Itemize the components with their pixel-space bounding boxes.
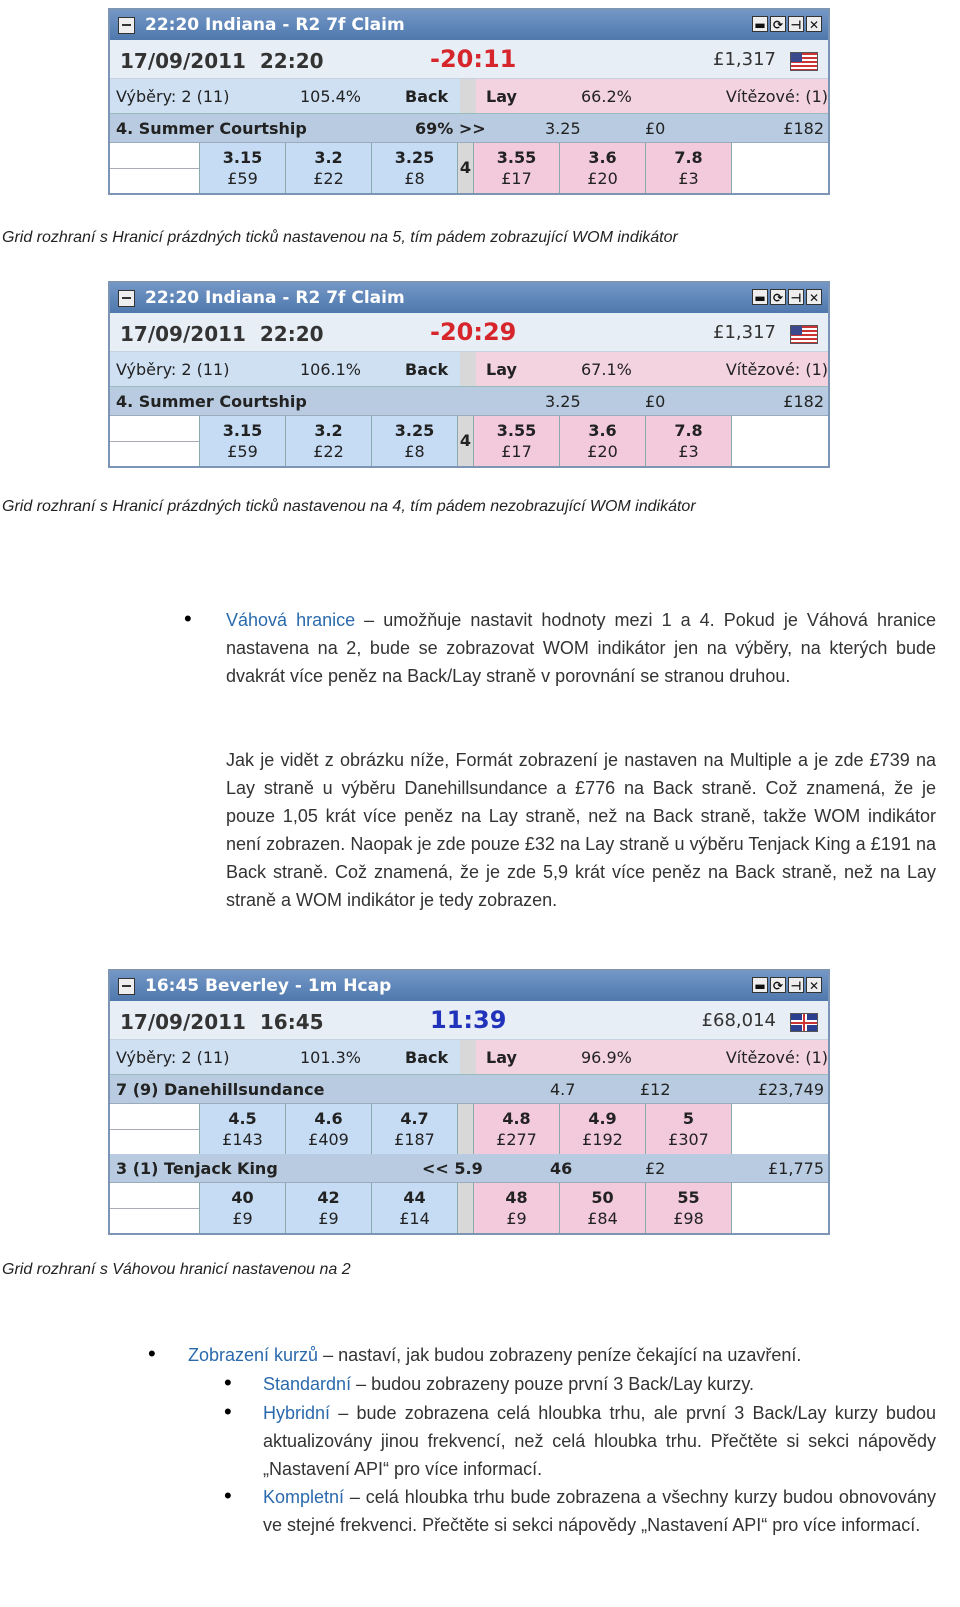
lay-price-cell[interactable]	[474, 1183, 560, 1233]
countdown: -20:11	[430, 45, 517, 73]
odds: 42	[317, 1188, 340, 1207]
lay-price-cell[interactable]	[646, 1104, 732, 1154]
stake: £22	[313, 442, 344, 461]
stake: £8	[404, 442, 425, 461]
last-traded-price: 4.7	[550, 1080, 576, 1099]
stake: £307	[668, 1130, 709, 1149]
odds: 50	[591, 1188, 614, 1207]
back-price-cell[interactable]	[286, 1183, 372, 1233]
stake: £192	[582, 1130, 623, 1149]
term: Hybridní	[263, 1403, 331, 1423]
odds: 55	[677, 1188, 700, 1207]
matched-amount: £23,749	[757, 1080, 824, 1099]
profit-loss: £12	[640, 1080, 671, 1099]
selection-row[interactable]	[110, 1154, 828, 1183]
odds: 48	[505, 1188, 528, 1207]
market-row	[110, 79, 828, 114]
title-bar	[110, 971, 828, 1001]
lay-price-cell[interactable]	[474, 416, 560, 466]
matched-amount: £1,775	[768, 1159, 824, 1178]
back-header: Back	[405, 87, 449, 106]
window-controls	[752, 977, 822, 993]
selection-row[interactable]	[110, 114, 828, 143]
lay-percent: 66.2%	[581, 87, 632, 106]
date: 17/09/2011	[120, 1010, 246, 1034]
sub-bullet-standard	[263, 1370, 936, 1398]
time: 22:20	[259, 322, 324, 346]
price-ladder	[110, 1104, 828, 1154]
explanation-paragraph: Jak je vidět z obrázku níže, Formát zobrazení je nastaven na Multiple a je zde £739 na Lay straně u výběru Danehillsundance a £776 na Back straně. Což znamená, že je pouze 1,05 krát více peněz na Lay straně, než na Back straně, takže WOM indikátor není zobrazen. Naopak je zde pouze £32 na Lay straně u výběru Tenjack King a £191 na Back straně. Což znamená, že je zde 5,9 krát více peněz na Back straně, než na Lay straně a WOM indikátor je tedy zobrazen.	[226, 750, 936, 910]
selection-row[interactable]	[110, 387, 828, 416]
lay-price-cell[interactable]	[560, 1183, 646, 1233]
grid-window-2	[108, 281, 830, 468]
lay-price-cell[interactable]	[560, 416, 646, 466]
odds: 3.6	[588, 148, 617, 167]
date-time	[120, 322, 324, 346]
market-row	[110, 1040, 828, 1075]
runners-label: Výběry: 2 (11)	[116, 1048, 230, 1067]
lay-price-cell[interactable]	[646, 143, 732, 193]
runners-label: Výběry: 2 (11)	[116, 87, 230, 106]
selection-name: 4. Summer Courtship	[116, 392, 307, 411]
stake: £8	[404, 169, 425, 188]
balance: £68,014	[701, 1010, 776, 1031]
window-title: 22:20 Indiana - R2 7f Claim	[145, 15, 405, 35]
back-percent: 106.1%	[300, 360, 362, 379]
title-bar	[110, 10, 828, 40]
minimize-icon[interactable]: ▬	[752, 289, 768, 305]
price-ladder	[110, 143, 828, 193]
pin-icon[interactable]: ⊣	[788, 289, 804, 305]
bullet-icon: •	[224, 1399, 232, 1424]
wom-indicator: 69% >>	[415, 119, 486, 138]
odds: 3.25	[394, 148, 435, 167]
pin-icon[interactable]: ⊣	[788, 977, 804, 993]
lay-header: Lay	[486, 87, 517, 106]
description: – bude zobrazena celá hloubka trhu, ale první 3 Back/Lay kurzy budou aktualizovány jinou frekvencí, než celá hloubka trhu. Přečtěte si sekci nápovědy „Nastavení API“ pro více informací.	[263, 1403, 936, 1479]
back-price-cell[interactable]	[200, 416, 286, 466]
term: Zobrazení kurzů	[188, 1345, 319, 1365]
description: – umožňuje nastavit hodnoty mezi 1 a 4. Pokud je Váhová hranice nastavena na 2, bude se zobrazovat WOM indikátor jen na výběry, na kterých bude dvakrát více peněz na Back/Lay straně v porovnání se stranou druhou.	[226, 610, 937, 686]
lay-percent: 67.1%	[581, 360, 632, 379]
odds: 4.6	[314, 1109, 343, 1128]
sub-bullet-complete	[263, 1483, 936, 1539]
back-price-cell[interactable]	[200, 1183, 286, 1233]
odds: 5	[682, 1109, 695, 1128]
stake: £59	[227, 442, 258, 461]
description: – nastaví, jak budou zobrazeny peníze čekající na uzavření.	[318, 1345, 802, 1365]
lay-percent: 96.9%	[581, 1048, 632, 1067]
close-icon[interactable]: ✕	[806, 16, 822, 32]
last-traded-price: 3.25	[545, 392, 581, 411]
caption: Grid rozhraní s Hranicí prázdných ticků nastavenou na 5, tím pádem zobrazující WOM indikátor	[2, 229, 678, 246]
odds: 7.8	[674, 421, 703, 440]
grid-window-3	[108, 969, 830, 1235]
bullet-icon: •	[148, 1341, 156, 1366]
minimize-grid-icon[interactable]	[118, 290, 135, 307]
odds: 44	[403, 1188, 426, 1207]
date: 17/09/2011	[120, 322, 246, 346]
window-controls	[752, 16, 822, 32]
back-price-cell[interactable]	[286, 416, 372, 466]
back-price-cell[interactable]	[286, 1104, 372, 1154]
sub-bullet-hybrid	[263, 1399, 936, 1483]
back-percent: 101.3%	[300, 1048, 362, 1067]
odds: 4.5	[228, 1109, 257, 1128]
stake: £409	[308, 1130, 349, 1149]
date: 17/09/2011	[120, 49, 246, 73]
lay-price-cell[interactable]	[560, 143, 646, 193]
odds: 4.8	[502, 1109, 531, 1128]
time: 16:45	[259, 1010, 324, 1034]
profit-loss: £2	[645, 1159, 666, 1178]
close-icon[interactable]: ✕	[806, 289, 822, 305]
wom-indicator: << 5.9	[422, 1159, 483, 1178]
back-price-cell[interactable]	[200, 143, 286, 193]
stake: £277	[496, 1130, 537, 1149]
term: Kompletní	[263, 1487, 345, 1507]
pin-icon[interactable]: ⊣	[788, 16, 804, 32]
stake: £17	[501, 169, 532, 188]
time: 22:20	[259, 49, 324, 73]
minimize-icon[interactable]: ▬	[752, 977, 768, 993]
back-price-cell[interactable]	[372, 1183, 458, 1233]
bullet-weight-threshold	[226, 606, 936, 690]
stake: £22	[313, 169, 344, 188]
stake: £98	[673, 1209, 704, 1228]
odds: 40	[231, 1188, 254, 1207]
odds: 3.2	[314, 148, 343, 167]
bullet-icon: •	[184, 606, 192, 631]
balance: £1,317	[713, 49, 776, 70]
stake: £9	[318, 1209, 339, 1228]
back-header: Back	[405, 360, 449, 379]
lay-price-cell[interactable]	[474, 1104, 560, 1154]
selection-row[interactable]	[110, 1075, 828, 1104]
window-title: 16:45 Beverley - 1m Hcap	[145, 976, 392, 996]
stake: £9	[232, 1209, 253, 1228]
profit-loss: £0	[645, 392, 666, 411]
back-price-cell[interactable]	[286, 143, 372, 193]
stake: £9	[506, 1209, 527, 1228]
odds: 3.55	[496, 148, 537, 167]
minimize-grid-icon[interactable]	[118, 978, 135, 995]
last-traded-price: 3.25	[545, 119, 581, 138]
back-price-cell[interactable]	[200, 1104, 286, 1154]
winners-label: Vítězové: (1)	[725, 1048, 828, 1067]
stake: £14	[399, 1209, 430, 1228]
matched-amount: £182	[783, 392, 824, 411]
caption: Grid rozhraní s Váhovou hranicí nastavenou na 2	[2, 1261, 351, 1278]
stake: £59	[227, 169, 258, 188]
bullet-icon: •	[224, 1483, 232, 1508]
minimize-grid-icon[interactable]	[118, 17, 135, 34]
stake: £3	[678, 169, 699, 188]
date-time	[120, 1010, 324, 1034]
lay-header: Lay	[486, 1048, 517, 1067]
lay-price-cell[interactable]	[646, 416, 732, 466]
selection-name: 3 (1) Tenjack King	[116, 1159, 278, 1178]
date-time	[120, 49, 324, 73]
selection-name: 4. Summer Courtship	[116, 119, 307, 138]
grid-window-1	[108, 8, 830, 195]
profit-loss: £0	[645, 119, 666, 138]
countdown: 11:39	[430, 1006, 507, 1034]
odds: 3.15	[222, 148, 263, 167]
bullet-icon: •	[224, 1370, 232, 1395]
empty-ticks-count: 4	[458, 416, 474, 466]
title-bar	[110, 283, 828, 313]
bullet-odds-display	[188, 1341, 936, 1369]
caption: Grid rozhraní s Hranicí prázdných ticků nastavenou na 4, tím pádem nezobrazující WOM indikátor	[2, 498, 696, 515]
stake: £84	[587, 1209, 618, 1228]
refresh-icon[interactable]: ⟳	[770, 16, 786, 32]
odds: 7.8	[674, 148, 703, 167]
back-price-cell[interactable]	[372, 416, 458, 466]
term: Standardní	[263, 1374, 352, 1394]
odds: 4.7	[400, 1109, 429, 1128]
back-header: Back	[405, 1048, 449, 1067]
odds: 3.2	[314, 421, 343, 440]
stake: £20	[587, 442, 618, 461]
odds: 3.55	[496, 421, 537, 440]
back-price-cell[interactable]	[372, 143, 458, 193]
balance: £1,317	[713, 322, 776, 343]
stake: £143	[222, 1130, 263, 1149]
countdown: -20:29	[430, 318, 517, 346]
stake: £20	[587, 169, 618, 188]
odds: 4.9	[588, 1109, 617, 1128]
us-flag-icon	[790, 52, 818, 71]
stake: £187	[394, 1130, 435, 1149]
description: – celá hloubka trhu bude zobrazena a všechny kurzy budou obnovovány ve stejné frekvenci. Přečtěte si sekci nápovědy „Nastavení API“ pro více informací.	[263, 1487, 936, 1535]
close-icon[interactable]: ✕	[806, 977, 822, 993]
lay-price-cell[interactable]	[560, 1104, 646, 1154]
window-title: 22:20 Indiana - R2 7f Claim	[145, 288, 405, 308]
runners-label: Výběry: 2 (11)	[116, 360, 230, 379]
winners-label: Vítězové: (1)	[725, 360, 828, 379]
us-flag-icon	[790, 325, 818, 344]
stake: £17	[501, 442, 532, 461]
lay-price-cell[interactable]	[646, 1183, 732, 1233]
lay-header: Lay	[486, 360, 517, 379]
info-row	[110, 40, 828, 79]
window-controls	[752, 289, 822, 305]
refresh-icon[interactable]: ⟳	[770, 289, 786, 305]
price-ladder	[110, 1183, 828, 1233]
refresh-icon[interactable]: ⟳	[770, 977, 786, 993]
description: – budou zobrazeny pouze první 3 Back/Lay kurzy.	[351, 1374, 754, 1394]
odds: 3.15	[222, 421, 263, 440]
info-row	[110, 1001, 828, 1040]
term: Váhová hranice	[226, 610, 356, 630]
info-row	[110, 313, 828, 352]
price-ladder	[110, 416, 828, 466]
back-price-cell[interactable]	[372, 1104, 458, 1154]
odds: 3.6	[588, 421, 617, 440]
lay-price-cell[interactable]	[474, 143, 560, 193]
back-percent: 105.4%	[300, 87, 362, 106]
winners-label: Vítězové: (1)	[725, 87, 828, 106]
empty-ticks-count: 4	[458, 143, 474, 193]
last-traded-price: 46	[550, 1159, 573, 1178]
stake: £3	[678, 442, 699, 461]
selection-name: 7 (9) Danehillsundance	[116, 1080, 325, 1099]
market-row	[110, 352, 828, 387]
odds: 3.25	[394, 421, 435, 440]
uk-flag-icon	[790, 1013, 818, 1032]
minimize-icon[interactable]: ▬	[752, 16, 768, 32]
matched-amount: £182	[783, 119, 824, 138]
